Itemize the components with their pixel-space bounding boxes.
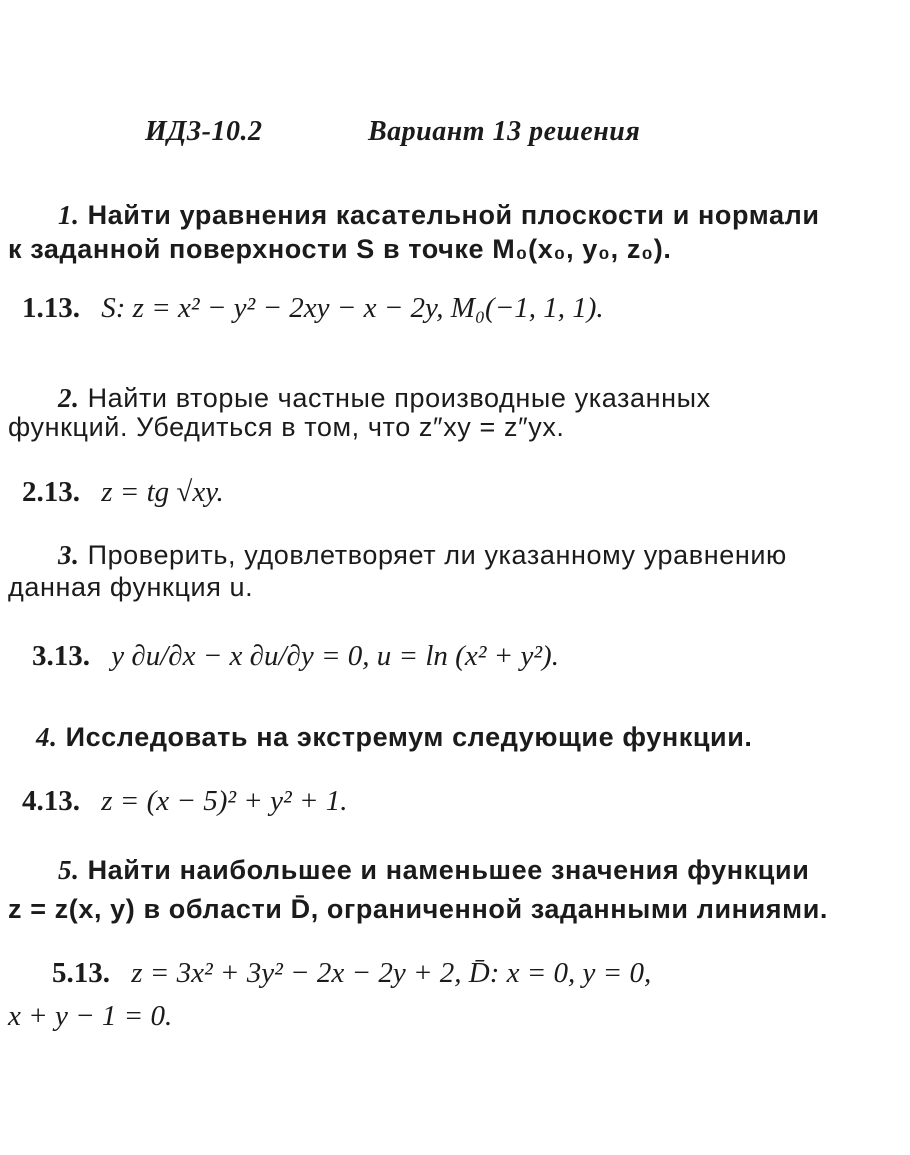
equation-4 [22, 785, 910, 818]
equation-2-label: 2.13. [22, 476, 80, 508]
equation-1 [22, 292, 910, 325]
task-2-line-1: 2. Найти вторые частные производные указанных [58, 383, 711, 413]
task-1-line-2 [8, 234, 910, 265]
equation-5-label: 5.13. [52, 957, 110, 989]
task-5-text-1: Найти наибольшее и наменьшее значения функции [87, 855, 810, 885]
equation-2-body: z = tg √xy. [101, 476, 224, 508]
equation-4-label: 4.13. [22, 785, 80, 817]
task-2-line-2 [8, 412, 910, 443]
task-3-line-1: 3. Проверить, удовлетворяет ли указанному уравнению [58, 540, 787, 570]
task-3-text-1: Проверить, удовлетворяет ли указанному уравнению [87, 540, 787, 570]
equation-2 [22, 476, 910, 509]
task-4-text-1: Исследовать на экстремум следующие функции. [65, 722, 753, 752]
task-5-line-2 [8, 894, 910, 925]
equation-5-line-2 [8, 1000, 910, 1033]
equation-5-body-1: z = 3x² + 3y² − 2x − 2y + 2, D̄: x = 0, y = 0, [131, 957, 652, 989]
task-2-text-2: функций. Убедиться в том, что z″xy = z″yx. [8, 412, 565, 442]
variant-title: Вариант 13 решения [368, 116, 641, 147]
equation-4-body: z = (x − 5)² + y² + 1. [101, 785, 348, 817]
task-5-text-2: z = z(x, y) в области D̄, ограниченной заданными линиями. [8, 894, 829, 924]
task-3-line-2 [8, 572, 910, 603]
equation-1-body: S: z = x² − y² − 2xy − x − 2y, M₀(−1, 1, 1). [101, 292, 604, 324]
task-4-line-1: 4. Исследовать на экстремум следующие функции. [36, 722, 753, 752]
task-1-text-1: Найти уравнения касательной плоскости и нормали [87, 200, 820, 230]
equation-3-label: 3.13. [32, 640, 90, 672]
assignment-code: ИДЗ-10.2 [145, 116, 263, 147]
task-1-text-2: к заданной поверхности S в точке M₀(x₀, y₀, z₀). [8, 234, 672, 264]
equation-1-label: 1.13. [22, 292, 80, 324]
task-1-line-1: 1. Найти уравнения касательной плоскости и нормали [58, 200, 820, 230]
equation-5-body-2: x + y − 1 = 0. [8, 1000, 173, 1032]
task-3-text-2: данная функция u. [8, 572, 254, 602]
task-5-line-1: 5. Найти наибольшее и наменьшее значения функции [58, 855, 810, 885]
equation-3 [32, 640, 910, 673]
equation-3-body: y ∂u/∂x − x ∂u/∂y = 0, u = ln (x² + y²). [111, 640, 559, 672]
task-2-text-1: Найти вторые частные производные указанных [87, 383, 711, 413]
equation-5 [52, 957, 910, 990]
